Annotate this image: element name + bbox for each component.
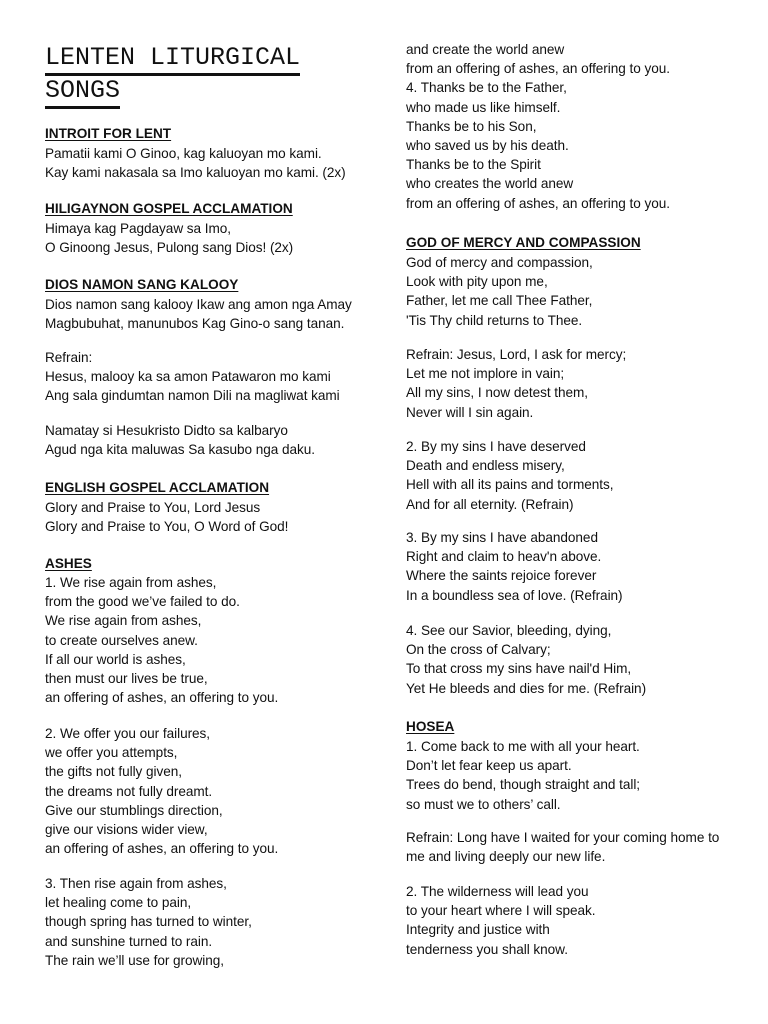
lyric-line: Right and claim to heav'n above.	[406, 549, 602, 565]
lyric-line: And for all eternity. (Refrain)	[406, 496, 574, 512]
ashes-stanza-2	[45, 724, 278, 858]
lyric-line: who saved us by his death.	[406, 138, 569, 154]
god-of-mercy-stanza-4	[406, 621, 646, 698]
lyric-line: Dios namon sang kalooy Ikaw ang amon nga Amay	[45, 297, 352, 312]
lyric-line: let healing come to pain,	[45, 895, 192, 911]
lyric-line: Death and endless misery,	[406, 458, 565, 474]
lyric-line: 2. The wilderness will lead you	[406, 884, 589, 899]
lyric-line: to create ourselves anew.	[45, 632, 198, 648]
section-heading-english-acclamation: ENGLISH GOSPEL ACCLAMATION	[45, 480, 270, 495]
lyric-line: Refrain: Long have I waited for your coming home to	[406, 830, 720, 845]
god-of-mercy-stanza-2	[406, 437, 613, 514]
lyric-line: from an offering of ashes, an offering to you.	[406, 195, 670, 211]
page-title-line-1: LENTEN LITURGICAL	[45, 43, 300, 76]
lyric-line: Glory and Praise to You, O Word of God!	[45, 519, 289, 535]
lyric-line: give our visions wider view,	[45, 822, 208, 838]
lyric-line: the dreams not fully dreamt.	[45, 783, 213, 799]
lyric-line: 4. Thanks be to the Father,	[406, 80, 567, 96]
lyric-line: 3. Then rise again from ashes,	[45, 876, 227, 891]
section-heading-hiligaynon-acclamation: HILIGAYNON GOSPEL ACCLAMATION	[45, 201, 293, 216]
section-heading-hosea: HOSEA	[406, 719, 455, 734]
lyric-line: O Ginoong Jesus, Pulong sang Dios! (2x)	[45, 240, 294, 256]
lyric-line: Father, let me call Thee Father,	[406, 293, 593, 309]
lyric-line: an offering of ashes, an offering to you.	[45, 841, 279, 857]
lyric-line: 3. By my sins I have abandoned	[406, 530, 598, 545]
ashes-continued	[406, 40, 670, 213]
lyric-line: 2. We offer you our failures,	[45, 726, 211, 741]
introit-lines	[45, 144, 346, 182]
lyric-line: then must our lives be true,	[45, 671, 208, 687]
lyric-line: Glory and Praise to You, Lord Jesus	[45, 500, 261, 515]
lyric-line: We rise again from ashes,	[45, 613, 202, 629]
lyric-line: and sunshine turned to rain.	[45, 933, 213, 949]
lyric-line: from an offering of ashes, an offering to you.	[406, 61, 670, 77]
lyric-line: God of mercy and compassion,	[406, 255, 593, 270]
lyric-line: To that cross my sins have nail'd Him,	[406, 661, 632, 677]
lyric-line: Refrain:	[45, 350, 93, 365]
section-heading-ashes: ASHES	[45, 556, 92, 571]
lyric-line: Don’t let fear keep us apart.	[406, 758, 572, 774]
lyric-line: Agud nga kita maluwas Sa kasubo nga daku.	[45, 442, 316, 458]
lyric-line: Pamatii kami O Ginoo, kag kaluoyan mo kami.	[45, 146, 322, 161]
lyric-line: All my sins, I now detest them,	[406, 385, 589, 401]
hosea-refrain	[406, 828, 719, 866]
lyric-line: Namatay si Hesukristo Didto sa kalbaryo	[45, 423, 288, 438]
lyric-line: Thanks be to his Son,	[406, 118, 537, 134]
lyric-line: 1. Come back to me with all your heart.	[406, 739, 640, 754]
section-heading-dios-namon: DIOS NAMON SANG KALOOY	[45, 277, 239, 292]
dios-namon-verse	[45, 295, 352, 333]
english-acclamation-lines	[45, 498, 288, 536]
lyric-line: who creates the world anew	[406, 176, 574, 192]
lyric-line: Yet He bleeds and dies for me. (Refrain)	[406, 680, 647, 696]
lyric-line: On the cross of Calvary;	[406, 642, 551, 658]
page-title	[45, 41, 300, 107]
lyric-line: Magbubuhat, manunubos Kag Gino-o sang tanan.	[45, 316, 345, 332]
lyric-line: Thanks be to the Spirit	[406, 157, 541, 173]
lyric-line: Hell with all its pains and torments,	[406, 477, 614, 493]
god-of-mercy-stanza-1	[406, 253, 593, 330]
lyric-line: me and living deeply our new life.	[406, 849, 606, 865]
lyric-line: from the good we’ve failed to do.	[45, 594, 240, 610]
lyric-line: In a boundless sea of love. (Refrain)	[406, 587, 623, 603]
dios-namon-refrain	[45, 348, 340, 406]
lyric-line: Refrain: Jesus, Lord, I ask for mercy;	[406, 347, 627, 362]
lyric-line: Trees do bend, though straight and tall;	[406, 777, 641, 793]
hiligaynon-acclamation-lines	[45, 219, 293, 257]
lyric-line: Look with pity upon me,	[406, 274, 548, 290]
lyric-line: an offering of ashes, an offering to you.	[45, 690, 279, 706]
lyric-line: the gifts not fully given,	[45, 764, 182, 780]
ashes-stanza-1	[45, 573, 278, 707]
ashes-stanza-3	[45, 874, 252, 970]
lyric-line: Never will I sin again.	[406, 404, 534, 420]
lyric-line: Integrity and justice with	[406, 922, 550, 938]
god-of-mercy-refrain	[406, 345, 626, 422]
hosea-stanza-2	[406, 882, 596, 959]
lyric-line: 4. See our Savior, bleeding, dying,	[406, 623, 612, 638]
lyric-line: Let me not implore in vain;	[406, 366, 565, 382]
hosea-stanza-1	[406, 737, 640, 814]
lyric-line: The rain we’ll use for growing,	[45, 952, 225, 968]
dios-namon-verse-2	[45, 421, 315, 459]
lyric-line: Where the saints rejoice forever	[406, 568, 597, 584]
lyric-line: to your heart where I will speak.	[406, 903, 596, 919]
lyric-line: 'Tis Thy child returns to Thee.	[406, 312, 583, 328]
lyric-line: 1. We rise again from ashes,	[45, 575, 217, 590]
section-heading-introit: INTROIT FOR LENT	[45, 126, 172, 141]
lyric-line: Hesus, malooy ka sa amon Patawaron mo kami	[45, 369, 331, 385]
lyric-line: If all our world is ashes,	[45, 651, 186, 667]
lyric-line: Himaya kag Pagdayaw sa Imo,	[45, 221, 232, 236]
lyric-line: though spring has turned to winter,	[45, 914, 252, 930]
lyric-line: Kay kami nakasala sa Imo kaluoyan mo kami. (2x)	[45, 165, 346, 181]
page-title-line-2: SONGS	[45, 76, 120, 109]
lyric-line: so must we to others’ call.	[406, 796, 561, 812]
lyric-line: and create the world anew	[406, 42, 565, 57]
section-heading-god-of-mercy: GOD OF MERCY AND COMPASSION	[406, 235, 641, 250]
lyric-line: we offer you attempts,	[45, 745, 178, 761]
lyric-line: Ang sala gindumtan namon Dili na magliwat kami	[45, 388, 340, 404]
lyric-line: tenderness you shall know.	[406, 941, 568, 957]
lyric-line: Give our stumblings direction,	[45, 802, 223, 818]
lyric-line: 2. By my sins I have deserved	[406, 439, 586, 454]
lyric-line: who made us like himself.	[406, 99, 561, 115]
god-of-mercy-stanza-3	[406, 528, 623, 605]
